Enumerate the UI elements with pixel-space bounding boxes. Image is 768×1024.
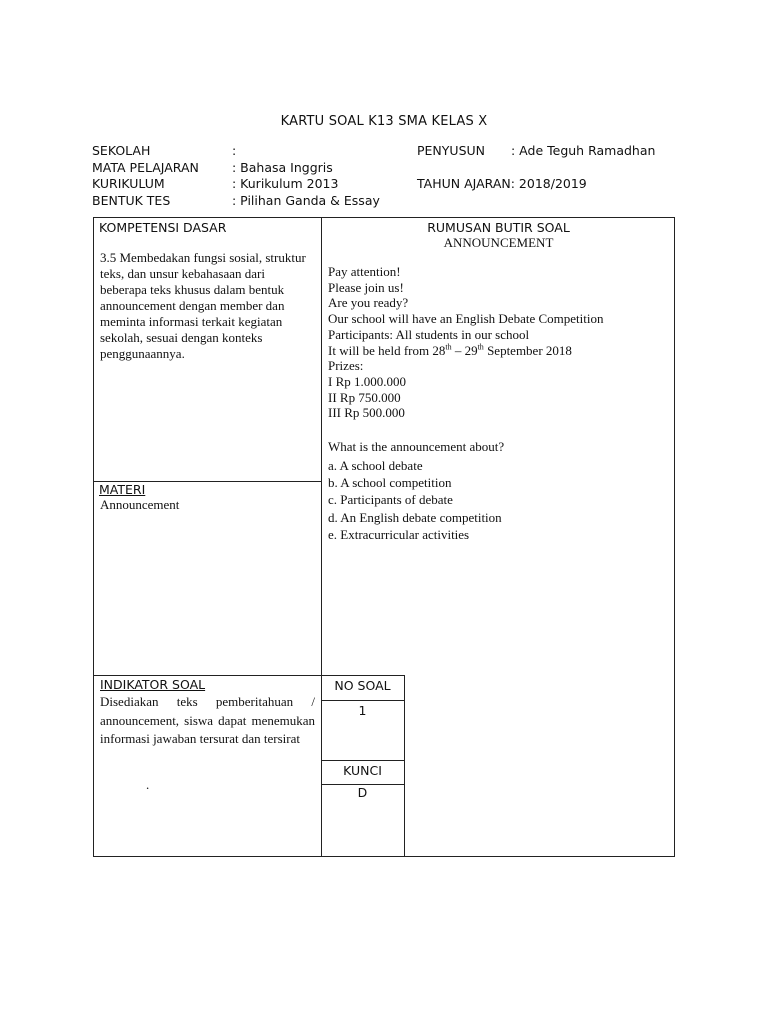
kompetensi-text: 3.5 Membedakan fungsi sosial, struktur teks, dan unsur kebahasaan dari beberapa teks khusus dalam bentuk announcement dengan member dan meminta informasi terkait kegiatan sekolah, sesuai dengan konteks penggunaannya. bbox=[100, 250, 306, 361]
announcement-line: Are you ready? bbox=[328, 295, 409, 311]
announcement-line: Our school will have an English Debate Competition bbox=[328, 311, 604, 327]
info-label: SEKOLAH bbox=[92, 143, 151, 158]
page-title: KARTU SOAL K13 SMA KELAS X bbox=[280, 114, 488, 129]
header-info-right bbox=[417, 143, 655, 193]
info-label: BENTUK TES bbox=[92, 192, 171, 208]
penyusun-value: : Ade Teguh Ramadhan bbox=[511, 143, 656, 158]
header-info-left bbox=[92, 143, 380, 209]
announcement-line: Pay attention! bbox=[328, 264, 401, 279]
announcement-line: Participants: All students in our school bbox=[328, 326, 530, 342]
info-label: MATA PELAJARAN bbox=[92, 159, 199, 175]
divider-no-soal bbox=[404, 675, 405, 857]
answer-option: d. An English debate competition bbox=[328, 509, 502, 525]
prize-line: II Rp 750.000 bbox=[328, 389, 401, 405]
tahun-ajaran: TAHUN AJARAN: 2018/2019 bbox=[417, 176, 587, 191]
prize-line: III Rp 500.000 bbox=[328, 405, 405, 421]
prize-line: I Rp 1.000.000 bbox=[328, 373, 406, 389]
divider-kunci-top bbox=[321, 760, 404, 761]
rumusan-heading: RUMUSAN BUTIR SOAL bbox=[427, 220, 570, 235]
prize-line: Prizes: bbox=[328, 358, 364, 374]
info-label: KURIKULUM bbox=[92, 176, 165, 191]
question-block bbox=[328, 264, 658, 543]
announcement-line: Please join us! bbox=[328, 279, 404, 295]
indikator-text: Disediakan teks pemberitahuan / announcement, siswa dapat menemukan informasi jawaban tersurat dan tersirat bbox=[100, 694, 315, 746]
kompetensi-heading: KOMPETENSI DASAR bbox=[99, 220, 227, 235]
info-row-penyusun bbox=[417, 143, 655, 160]
answer-option: e. Extracurricular activities bbox=[328, 526, 470, 542]
divider-indikator bbox=[93, 675, 404, 676]
info-value: : Bahasa Inggris bbox=[232, 159, 333, 175]
answer-option: c. Participants of debate bbox=[328, 492, 453, 508]
kunci-label: KUNCI bbox=[343, 763, 382, 778]
penyusun-label: PENYUSUN bbox=[417, 143, 486, 158]
no-soal-label: NO SOAL bbox=[334, 678, 391, 693]
materi-heading: MATERI bbox=[99, 482, 146, 497]
info-row-sekolah bbox=[92, 143, 380, 160]
question-text: What is the announcement about? bbox=[328, 439, 505, 455]
info-row-bentuk-tes bbox=[92, 193, 380, 210]
info-row-mata-pelajaran bbox=[92, 160, 380, 177]
indikator-heading: INDIKATOR SOAL bbox=[100, 677, 206, 692]
info-value: : Kurikulum 2013 bbox=[232, 176, 339, 191]
answer-option: a. A school debate bbox=[328, 457, 423, 473]
divider-left-column bbox=[321, 217, 322, 857]
info-value: : Pilihan Ganda & Essay bbox=[232, 192, 380, 208]
materi-text: Announcement bbox=[100, 497, 180, 512]
indikator-dot: . bbox=[146, 777, 150, 792]
kunci-value: D bbox=[357, 785, 368, 800]
announcement-date-line: It will be held from 28th – 29th September 2018 bbox=[328, 342, 572, 358]
rumusan-subheading: ANNOUNCEMENT bbox=[443, 235, 554, 250]
info-row-kurikulum bbox=[92, 176, 380, 193]
answer-option: b. A school competition bbox=[328, 475, 452, 491]
no-soal-value: 1 bbox=[358, 703, 367, 718]
divider-no-soal-head bbox=[321, 700, 404, 701]
info-row-tahun-ajaran bbox=[417, 176, 655, 193]
info-value: : bbox=[232, 143, 237, 158]
